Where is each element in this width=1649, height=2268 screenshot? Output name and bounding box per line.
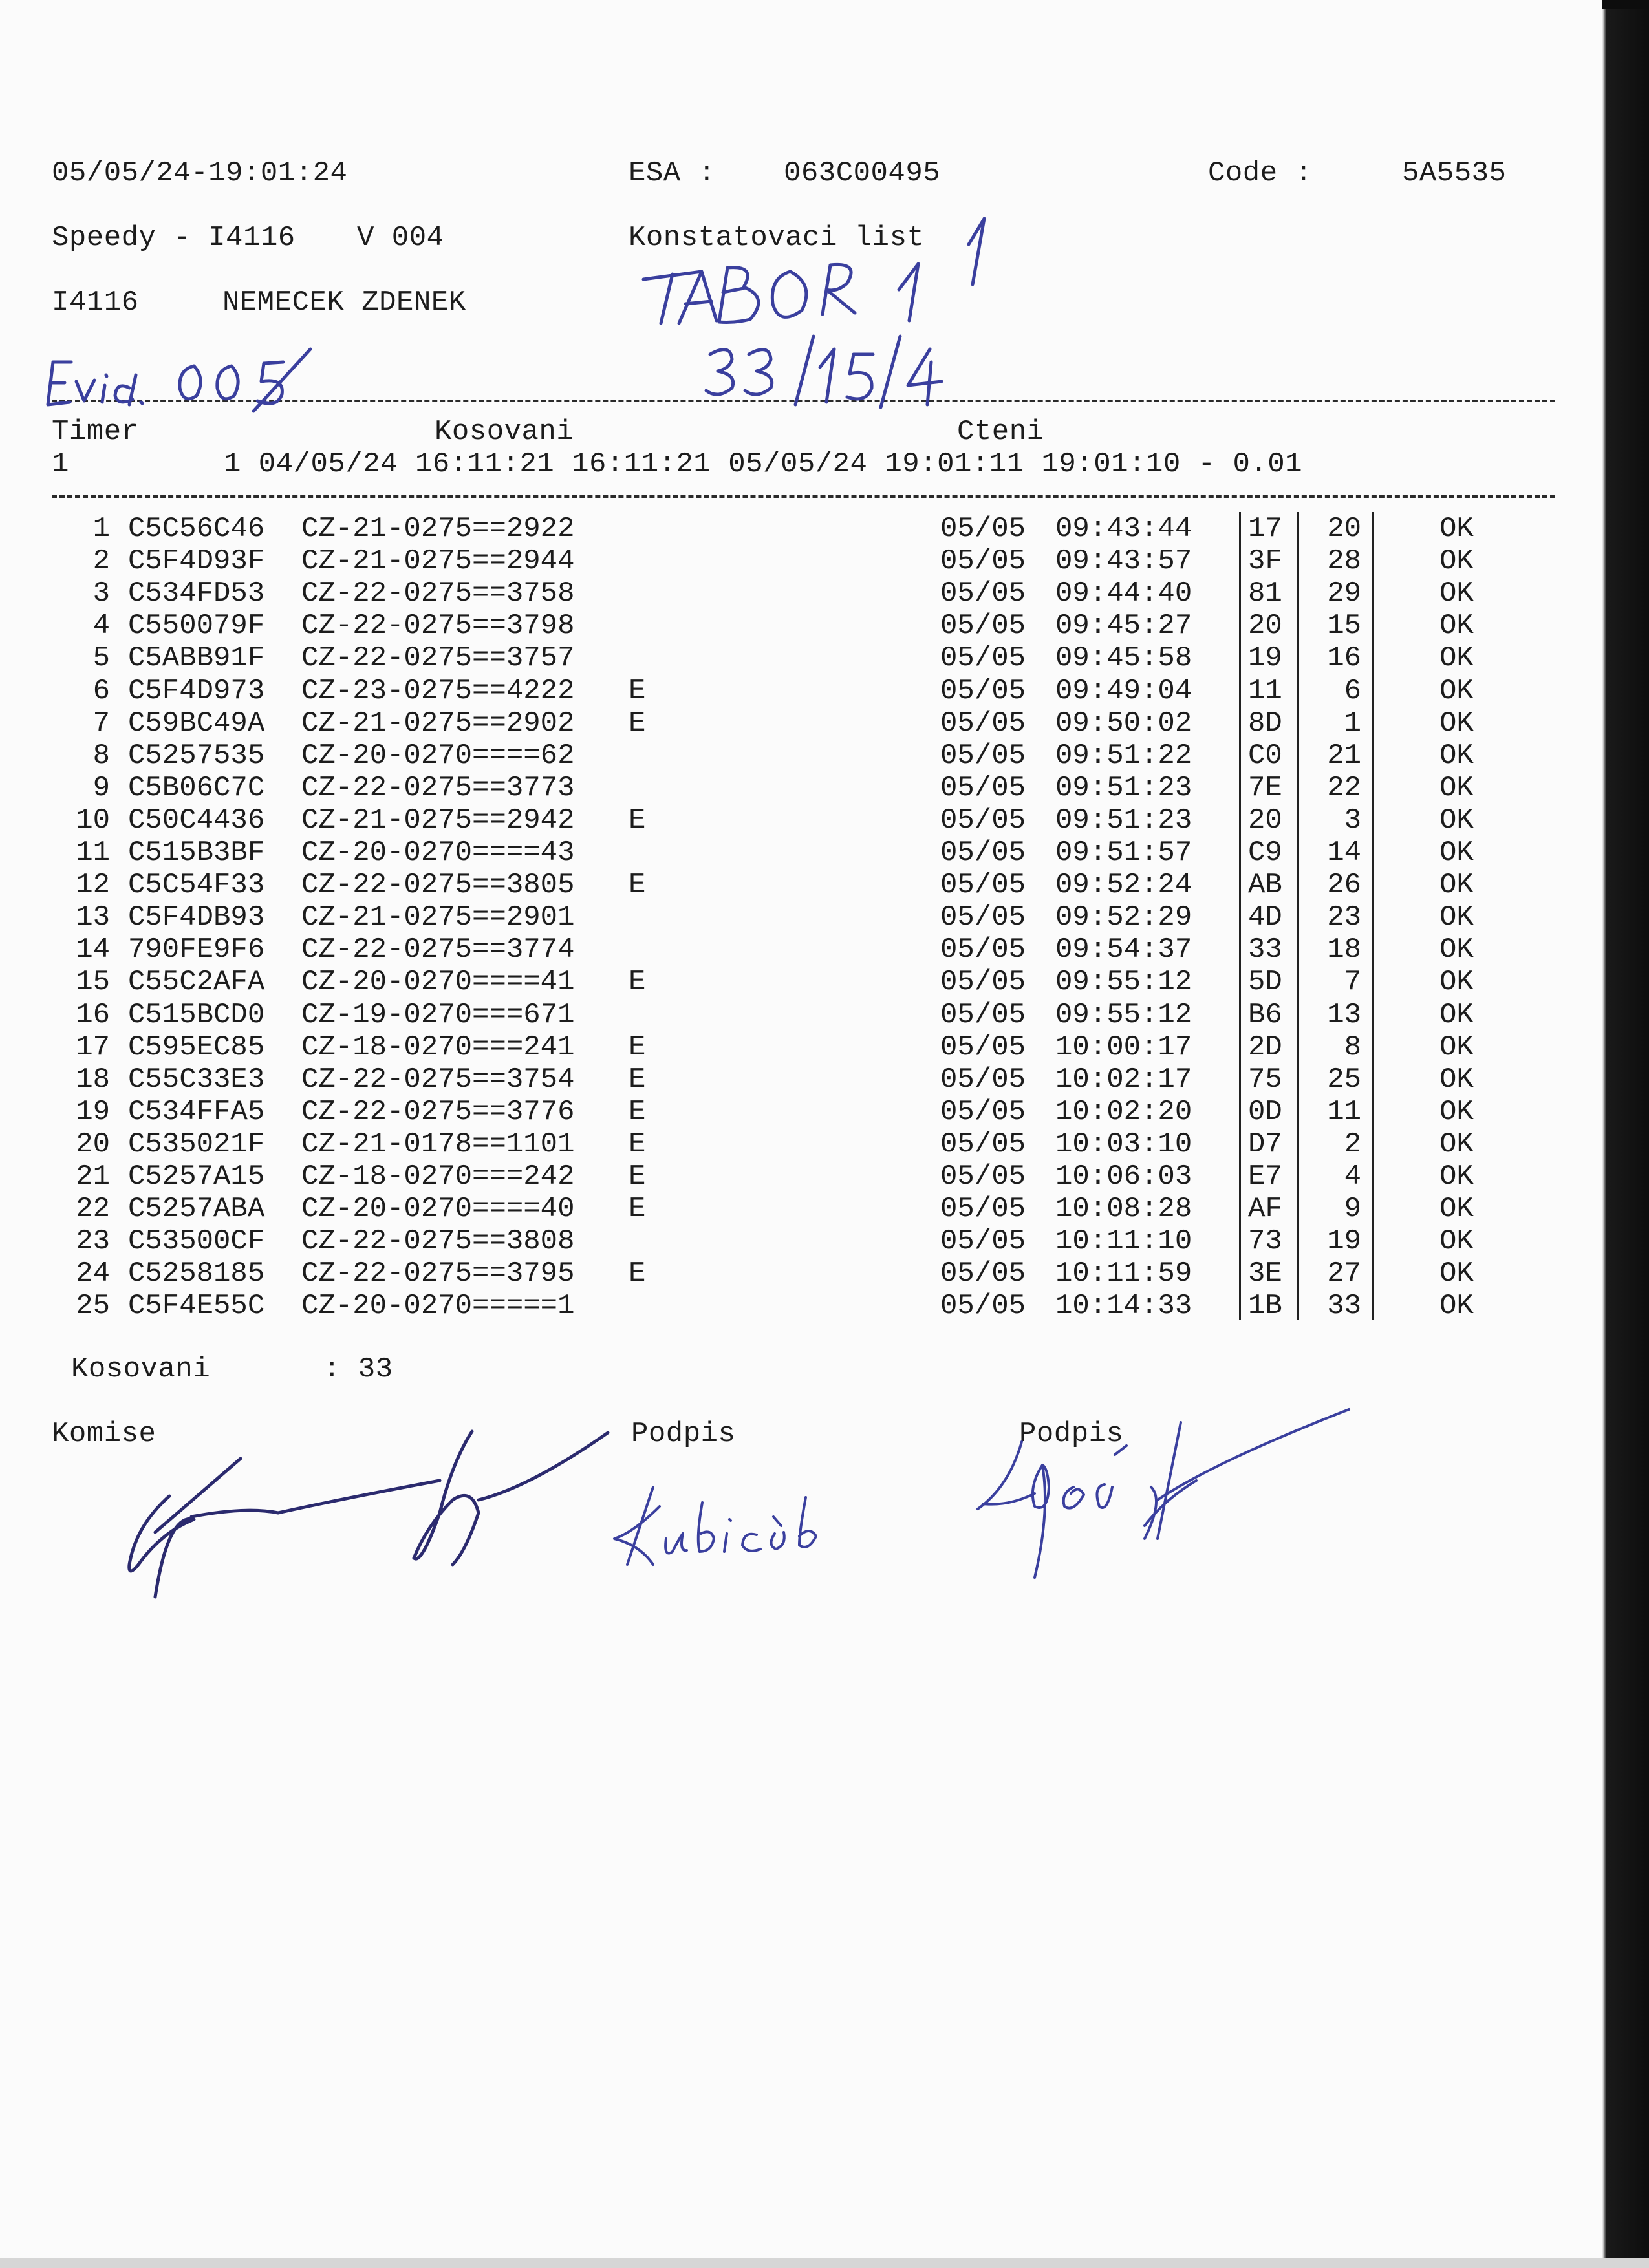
row-date: 05/05 [940, 1063, 1026, 1096]
row-index: 3 [92, 577, 110, 610]
row-hex: 3F [1248, 545, 1282, 578]
row-status: OK [1439, 1225, 1474, 1258]
row-position: 8 [1344, 1031, 1361, 1064]
row-flag: E [629, 1063, 646, 1096]
row-chip-code: C550079F [128, 610, 265, 643]
row-ring-number: CZ-22-0275==3805 [301, 869, 575, 902]
row-position: 3 [1344, 804, 1361, 837]
row-status: OK [1439, 901, 1474, 934]
row-position: 4 [1344, 1161, 1361, 1193]
row-status: OK [1439, 1257, 1474, 1290]
row-hex: 3E [1248, 1257, 1282, 1290]
row-ring-number: CZ-22-0275==3808 [301, 1225, 575, 1258]
row-time: 10:08:28 [1055, 1193, 1192, 1226]
row-date: 05/05 [940, 837, 1026, 869]
row-status: OK [1439, 771, 1474, 804]
row-ring-number: CZ-20-0270=====1 [301, 1290, 575, 1323]
row-date: 05/05 [940, 771, 1026, 804]
row-chip-code: C5B06C7C [128, 771, 265, 804]
row-time: 09:52:29 [1055, 901, 1192, 934]
row-chip-code: C515BCD0 [128, 998, 265, 1031]
row-date: 05/05 [940, 934, 1026, 967]
row-status: OK [1439, 674, 1474, 707]
row-chip-code: C59BC49A [128, 707, 265, 740]
row-hex: 17 [1248, 513, 1282, 545]
row-chip-code: C5F4D973 [128, 674, 265, 707]
row-date: 05/05 [940, 966, 1026, 999]
handwritten-place [643, 264, 918, 323]
club-id: I4116 [52, 286, 139, 319]
row-position: 2 [1344, 1128, 1361, 1161]
row-position: 29 [1327, 577, 1361, 610]
device-name: Speedy - I4116 [52, 222, 296, 254]
row-index: 12 [76, 869, 110, 902]
row-hex: 81 [1248, 577, 1282, 610]
row-chip-code: C5257ABA [128, 1193, 265, 1226]
row-ring-number: CZ-21-0275==2944 [301, 545, 575, 578]
row-index: 23 [76, 1225, 110, 1258]
row-status: OK [1439, 869, 1474, 902]
row-position: 25 [1327, 1063, 1361, 1096]
member-name: NEMECEK ZDENEK [222, 286, 466, 319]
row-ring-number: CZ-21-0275==2942 [301, 804, 575, 837]
row-ring-number: CZ-20-0270====41 [301, 966, 575, 999]
row-time: 09:51:22 [1055, 739, 1192, 772]
row-date: 05/05 [940, 1257, 1026, 1290]
row-position: 7 [1344, 966, 1361, 999]
row-chip-code: C5C56C46 [128, 513, 265, 545]
row-status: OK [1439, 1095, 1474, 1128]
row-date: 05/05 [940, 513, 1026, 545]
row-flag: E [629, 966, 646, 999]
row-position: 19 [1327, 1225, 1361, 1258]
row-index: 1 [92, 513, 110, 545]
podpis-label-2: Podpis [1019, 1418, 1124, 1450]
row-chip-code: C50C4436 [128, 804, 265, 837]
timer-value: 1 [52, 448, 69, 480]
esa-value: 063C00495 [784, 157, 941, 189]
row-time: 10:03:10 [1055, 1128, 1192, 1161]
row-hex: 20 [1248, 804, 1282, 837]
row-position: 21 [1327, 739, 1361, 772]
timer-label: Timer [52, 416, 139, 448]
row-time: 09:51:57 [1055, 837, 1192, 869]
row-hex: D7 [1248, 1128, 1282, 1161]
row-index: 18 [76, 1063, 110, 1096]
cteni-column-label: Cteni [957, 416, 1044, 448]
row-time: 09:45:27 [1055, 610, 1192, 643]
row-status: OK [1439, 934, 1474, 967]
row-hex: 2D [1248, 1031, 1282, 1064]
row-status: OK [1439, 1128, 1474, 1161]
row-index: 25 [76, 1290, 110, 1323]
row-index: 11 [76, 837, 110, 869]
row-chip-code: C534FFA5 [128, 1095, 265, 1128]
row-time: 09:55:12 [1055, 998, 1192, 1031]
row-ring-number: CZ-22-0275==3773 [301, 771, 575, 804]
row-time: 09:44:40 [1055, 577, 1192, 610]
row-time: 09:49:04 [1055, 674, 1192, 707]
row-time: 09:54:37 [1055, 934, 1192, 967]
handwritten-sheet-number [969, 219, 984, 284]
row-hex: 75 [1248, 1063, 1282, 1096]
row-ring-number: CZ-22-0275==3774 [301, 934, 575, 967]
row-status: OK [1439, 610, 1474, 643]
code-value: 5A5535 [1402, 157, 1507, 189]
row-ring-number: CZ-22-0275==3776 [301, 1095, 575, 1128]
row-chip-code: C5F4DB93 [128, 901, 265, 934]
row-ring-number: CZ-21-0275==2901 [301, 901, 575, 934]
row-position: 20 [1327, 513, 1361, 545]
row-hex: 5D [1248, 966, 1282, 999]
sheet-title: Konstatovaci list [629, 222, 925, 254]
row-ring-number: CZ-21-0275==2902 [301, 707, 575, 740]
row-time: 09:43:57 [1055, 545, 1192, 578]
row-time: 10:14:33 [1055, 1290, 1192, 1323]
kosovani-column-label: Kosovani [435, 416, 574, 448]
row-ring-number: CZ-22-0275==3757 [301, 642, 575, 675]
row-status: OK [1439, 707, 1474, 740]
row-date: 05/05 [940, 998, 1026, 1031]
komise-signature [129, 1431, 608, 1597]
code-label: Code : [1208, 157, 1313, 189]
row-position: 26 [1327, 869, 1361, 902]
row-position: 23 [1327, 901, 1361, 934]
row-position: 13 [1327, 998, 1361, 1031]
row-position: 1 [1344, 707, 1361, 740]
row-status: OK [1439, 998, 1474, 1031]
row-date: 05/05 [940, 869, 1026, 902]
footer-kosovani-label: Kosovani [71, 1353, 211, 1385]
row-chip-code: C5F4D93F [128, 545, 265, 578]
row-ring-number: CZ-18-0270===242 [301, 1161, 575, 1193]
row-date: 05/05 [940, 1290, 1026, 1323]
row-ring-number: CZ-18-0270===241 [301, 1031, 575, 1064]
row-flag: E [629, 1095, 646, 1128]
row-time: 10:06:03 [1055, 1161, 1192, 1193]
esa-label: ESA : [629, 157, 716, 189]
row-time: 09:55:12 [1055, 966, 1192, 999]
row-status: OK [1439, 545, 1474, 578]
row-index: 9 [92, 771, 110, 804]
row-chip-code: C5F4E55C [128, 1290, 265, 1323]
row-date: 05/05 [940, 610, 1026, 643]
row-date: 05/05 [940, 1193, 1026, 1226]
row-index: 21 [76, 1161, 110, 1193]
row-hex: C0 [1248, 739, 1282, 772]
row-date: 05/05 [940, 1031, 1026, 1064]
row-chip-code: C55C2AFA [128, 966, 265, 999]
row-position: 6 [1344, 674, 1361, 707]
row-index: 4 [92, 610, 110, 643]
row-position: 27 [1327, 1257, 1361, 1290]
row-hex: 7E [1248, 771, 1282, 804]
row-position: 11 [1327, 1095, 1361, 1128]
row-position: 15 [1327, 610, 1361, 643]
row-flag: E [629, 869, 646, 902]
podpis-signature-2 [978, 1409, 1349, 1578]
row-position: 28 [1327, 545, 1361, 578]
row-index: 6 [92, 674, 110, 707]
row-date: 05/05 [940, 1095, 1026, 1128]
row-index: 20 [76, 1128, 110, 1161]
row-chip-code: C534FD53 [128, 577, 265, 610]
row-date: 05/05 [940, 577, 1026, 610]
row-hex: 73 [1248, 1225, 1282, 1258]
row-time: 09:45:58 [1055, 642, 1192, 675]
row-ring-number: CZ-23-0275==4222 [301, 674, 575, 707]
row-flag: E [629, 1031, 646, 1064]
row-status: OK [1439, 1193, 1474, 1226]
row-flag: E [629, 1193, 646, 1226]
row-hex: C9 [1248, 837, 1282, 869]
row-status: OK [1439, 739, 1474, 772]
row-status: OK [1439, 1161, 1474, 1193]
row-hex: 33 [1248, 934, 1282, 967]
row-index: 8 [92, 739, 110, 772]
row-date: 05/05 [940, 1161, 1026, 1193]
row-index: 10 [76, 804, 110, 837]
row-date: 05/05 [940, 901, 1026, 934]
row-index: 15 [76, 966, 110, 999]
row-position: 14 [1327, 837, 1361, 869]
row-ring-number: CZ-22-0275==3798 [301, 610, 575, 643]
row-status: OK [1439, 1031, 1474, 1064]
komise-label: Komise [52, 1418, 156, 1450]
row-time: 09:51:23 [1055, 804, 1192, 837]
row-position: 9 [1344, 1193, 1361, 1226]
row-hex: AB [1248, 869, 1282, 902]
row-chip-code: C515B3BF [128, 837, 265, 869]
row-ring-number: CZ-22-0275==3754 [301, 1063, 575, 1096]
row-time: 10:11:10 [1055, 1225, 1192, 1258]
row-status: OK [1439, 513, 1474, 545]
row-chip-code: C5258185 [128, 1257, 265, 1290]
row-ring-number: CZ-19-0270===671 [301, 998, 575, 1031]
row-date: 05/05 [940, 642, 1026, 675]
row-time: 09:52:24 [1055, 869, 1192, 902]
row-time: 10:02:17 [1055, 1063, 1192, 1096]
row-ring-number: CZ-20-0270====43 [301, 837, 575, 869]
podpis-label-1: Podpis [631, 1418, 736, 1450]
row-status: OK [1439, 966, 1474, 999]
row-status: OK [1439, 577, 1474, 610]
row-date: 05/05 [940, 1128, 1026, 1161]
row-chip-code: C5257535 [128, 739, 265, 772]
row-chip-code: C5ABB91F [128, 642, 265, 675]
row-hex: 19 [1248, 642, 1282, 675]
row-flag: E [629, 1161, 646, 1193]
row-date: 05/05 [940, 674, 1026, 707]
row-status: OK [1439, 837, 1474, 869]
row-position: 16 [1327, 642, 1361, 675]
row-chip-code: C595EC85 [128, 1031, 265, 1064]
row-time: 09:50:02 [1055, 707, 1192, 740]
row-hex: E7 [1248, 1161, 1282, 1193]
row-status: OK [1439, 1063, 1474, 1096]
row-index: 7 [92, 707, 110, 740]
row-ring-number: CZ-21-0275==2922 [301, 513, 575, 545]
row-date: 05/05 [940, 545, 1026, 578]
row-flag: E [629, 707, 646, 740]
row-position: 33 [1327, 1290, 1361, 1323]
row-status: OK [1439, 804, 1474, 837]
row-flag: E [629, 1128, 646, 1161]
row-index: 5 [92, 642, 110, 675]
row-ring-number: CZ-21-0178==1101 [301, 1128, 575, 1161]
row-index: 2 [92, 545, 110, 578]
handwritten-evidence [48, 349, 310, 411]
header-datetime: 05/05/24-19:01:24 [52, 157, 348, 189]
row-date: 05/05 [940, 804, 1026, 837]
row-index: 19 [76, 1095, 110, 1128]
podpis-signature-1 [614, 1487, 816, 1565]
row-flag: E [629, 804, 646, 837]
row-chip-code: C5257A15 [128, 1161, 265, 1193]
row-position: 18 [1327, 934, 1361, 967]
row-ring-number: CZ-22-0275==3758 [301, 577, 575, 610]
row-hex: 1B [1248, 1290, 1282, 1323]
row-hex: B6 [1248, 998, 1282, 1031]
row-ring-number: CZ-20-0270====40 [301, 1193, 575, 1226]
handwritten-counts [706, 336, 942, 407]
row-time: 10:00:17 [1055, 1031, 1192, 1064]
row-chip-code: C55C33E3 [128, 1063, 265, 1096]
footer-kosovani-value: : 33 [323, 1353, 393, 1385]
row-ring-number: CZ-22-0275==3795 [301, 1257, 575, 1290]
row-position: 22 [1327, 771, 1361, 804]
row-date: 05/05 [940, 739, 1026, 772]
row-date: 05/05 [940, 1225, 1026, 1258]
row-chip-code: C535021F [128, 1128, 265, 1161]
row-index: 14 [76, 934, 110, 967]
row-index: 13 [76, 901, 110, 934]
row-index: 22 [76, 1193, 110, 1226]
row-status: OK [1439, 1290, 1474, 1323]
row-time: 10:02:20 [1055, 1095, 1192, 1128]
device-version: V 004 [357, 222, 444, 254]
row-flag: E [629, 1257, 646, 1290]
row-chip-code: 790FE9F6 [128, 934, 265, 967]
row-hex: 11 [1248, 674, 1282, 707]
row-hex: 4D [1248, 901, 1282, 934]
row-index: 16 [76, 998, 110, 1031]
row-time: 10:11:59 [1055, 1257, 1192, 1290]
row-time: 09:43:44 [1055, 513, 1192, 545]
row-chip-code: C53500CF [128, 1225, 265, 1258]
row-index: 17 [76, 1031, 110, 1064]
row-index: 24 [76, 1257, 110, 1290]
row-status: OK [1439, 642, 1474, 675]
row-hex: 8D [1248, 707, 1282, 740]
row-time: 09:51:23 [1055, 771, 1192, 804]
row-ring-number: CZ-20-0270====62 [301, 739, 575, 772]
row-date: 05/05 [940, 707, 1026, 740]
row-flag: E [629, 674, 646, 707]
row-hex: AF [1248, 1193, 1282, 1226]
row-chip-code: C5C54F33 [128, 869, 265, 902]
timer-line: 1 04/05/24 16:11:21 16:11:21 05/05/24 19:01:11 19:01:10 - 0.01 [224, 448, 1303, 480]
row-hex: 20 [1248, 610, 1282, 643]
row-hex: 0D [1248, 1095, 1282, 1128]
